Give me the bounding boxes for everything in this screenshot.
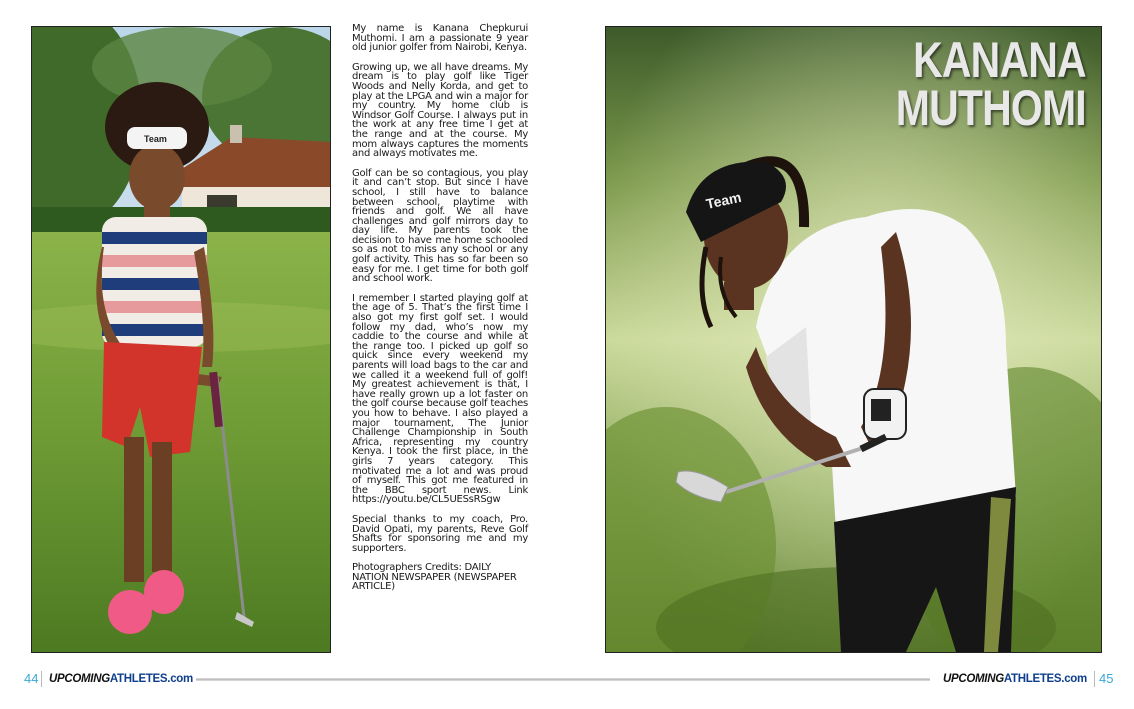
article-paragraph: Special thanks to my coach, Pro. David Opati, my parents, Reve Golf Shafts for sponsoring me and my supporters. <box>352 513 528 554</box>
headline-first-name: KANANA <box>913 32 1086 88</box>
article-paragraph: My name is Kanana Chepkurui Muthomi. I am a passionate 9 year old junior golfer from Nairobi, Kenya. <box>352 23 528 54</box>
headline-last-name: MUTHOMI <box>895 80 1086 136</box>
brand-athletes: ATHLETES.com <box>1003 673 1087 685</box>
photo-credits: Photographers Credits: DAILY NATION NEWSPAPER (NEWSPAPER ARTICLE) <box>352 562 517 593</box>
left-page-separator <box>41 671 42 687</box>
article-paragraph: Growing up, we all have dreams. My dream is to play golf like Tiger Woods and Nelly Korda, and get to play at the LPGA and win a major for my country. My home club is Windsor Golf Course. I always put in the work at any free time I get at the range and at the course. My mom always captures the moments and always motivates me. <box>352 61 528 160</box>
brand-athletes: ATHLETES.com <box>109 673 193 685</box>
footer-rule <box>196 678 930 681</box>
left-page-number: 44 <box>24 671 39 686</box>
article-paragraph: I remember I started playing golf at the age of 5. That’s the first time I also got my first golf set. I would follow my dad, who’s now my caddie to the course and while at the range too. I picked up golf so quick since every weekend my parents will load bags to the car and we called it a weekend full of golf! My greatest achievement is that, I have really grown up a lot faster on the golf course because golf teaches you how to behave. I also played a major tournament, The Junior Challenge Championship in South Africa, representing my country Kenya. I took the first place, in the girls 7 years category. This motivated me a lot and was proud of myself. This got me featured in the BBC sport news. Link https://youtu.be/CL5UESsRSgw <box>352 292 528 506</box>
brand-upcoming: UPCOMING <box>943 673 1004 685</box>
left-cap-text: Team <box>144 134 167 144</box>
right-page-number: 45 <box>1099 671 1114 686</box>
headline <box>895 32 1086 136</box>
right-page-separator <box>1094 671 1095 687</box>
article-paragraph: Golf can be so contagious, you play it and can’t stop. But since I have school, I still have to balance between school, playtime with friends and golf. We all have challenges and golf mirrors day to day life. My parents took the decision to have me home schooled so as not to miss any school or any golf activity. This has so far been so easy for me. I get time for both golf and school work. <box>352 167 528 285</box>
brand-upcoming: UPCOMING <box>49 673 110 685</box>
left-photo <box>31 26 331 653</box>
right-brand-logo <box>943 673 1087 685</box>
right-cap-text: Team <box>704 188 743 212</box>
article-body <box>352 24 528 602</box>
left-brand-logo <box>49 673 193 685</box>
